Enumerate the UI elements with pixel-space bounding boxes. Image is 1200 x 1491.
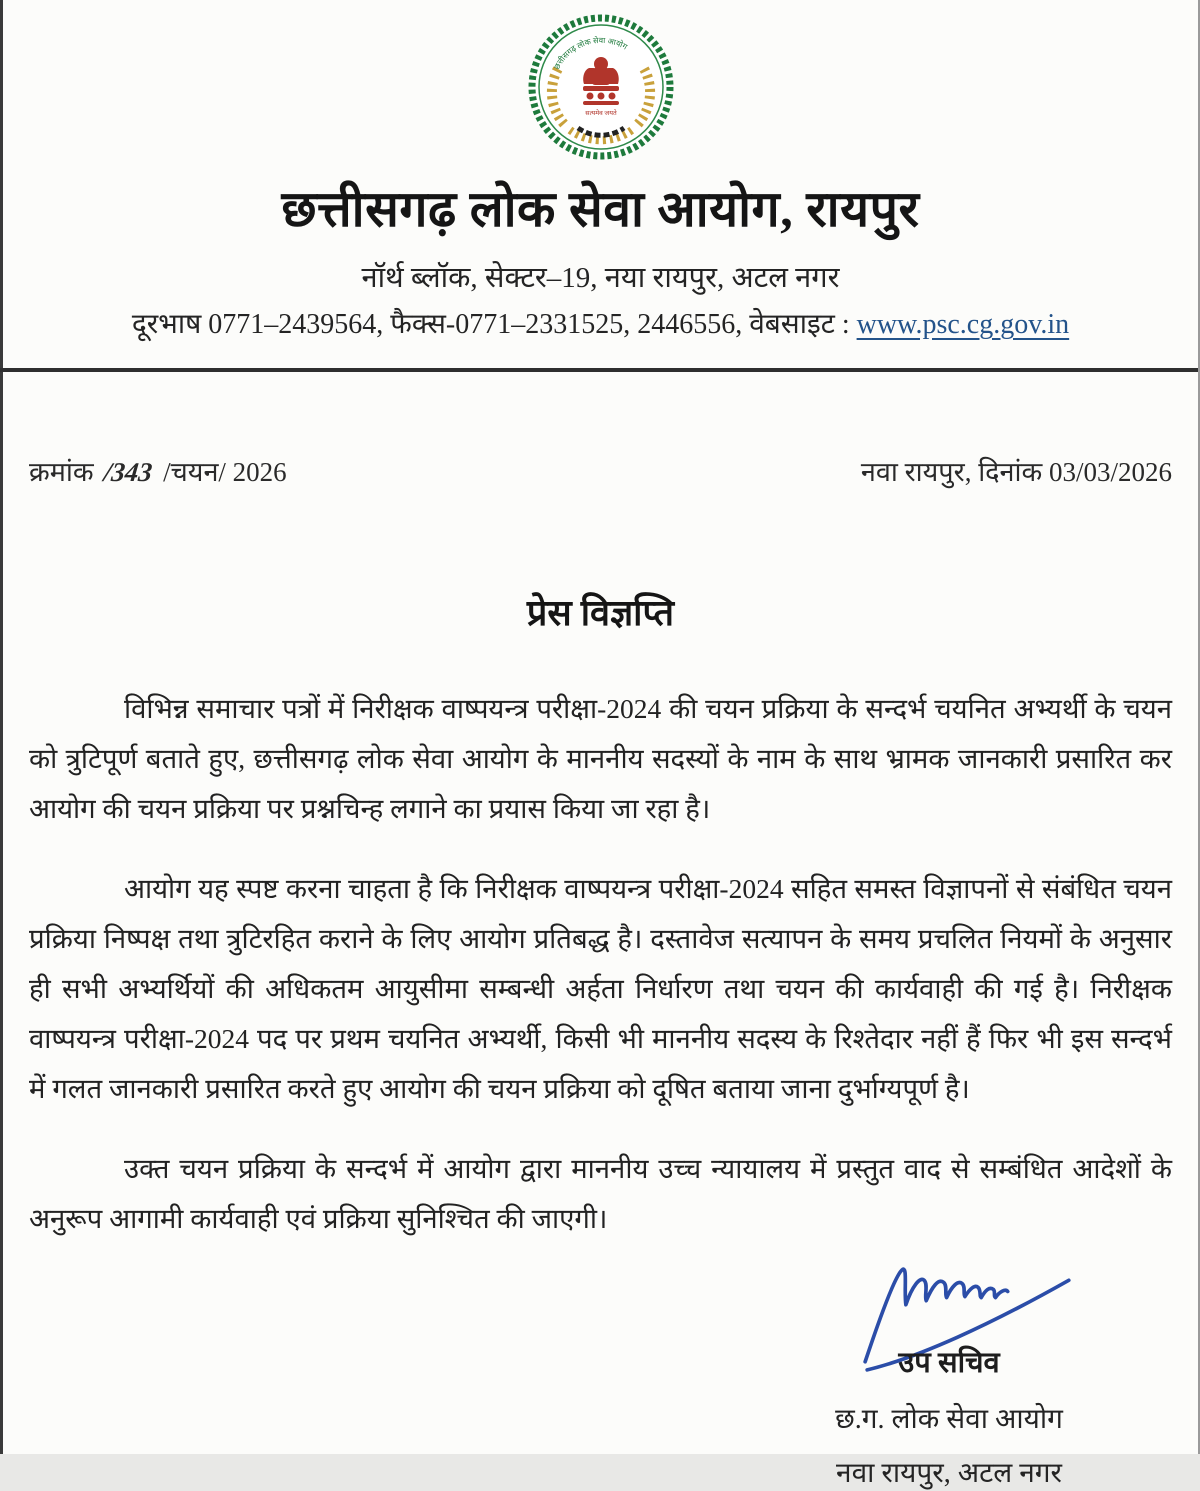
paragraph-3: उक्त चयन प्रक्रिया के सन्दर्भ में आयोग द्वारा माननीय उच्च न्यायालय में प्रस्तुत वाद से सम्बंधित आदेशों के अनुरूप आगामी कार्यवाही एवं प्रक्रिया सुनिश्चित की जाएगी। xyxy=(29,1153,1172,1235)
header-logo-wrap xyxy=(29,0,1172,167)
org-contact xyxy=(29,304,1172,342)
contact-text: दूरभाष 0771–2439564, फैक्स-0771–2331525, 2446556, वेबसाइट : xyxy=(131,309,857,340)
signatory-org: छ.ग. लोक सेवा आयोग xyxy=(835,1404,1063,1436)
signatory-designation: उप सचिव xyxy=(898,1347,1000,1380)
ref-number-handwritten: /343 xyxy=(102,457,155,487)
org-title: छत्तीसगढ़ लोक सेवा आयोग, रायपुर xyxy=(281,181,920,237)
paragraph-1: विभिन्न समाचार पत्रों में निरीक्षक वाष्पयन्त्र परीक्षा-2024 की चयन प्रक्रिया के सन्दर्भ चयनित अभ्यर्थी के चयन को त्रुटिपूर्ण बताते हुए, छत्तीसगढ़ लोक सेवा आयोग के माननीय सदस्यों के नाम के साथ भ्रामक जानकारी प्रसारित कर आयोग की चयन प्रक्रिया पर प्रश्नचिन्ह लगाने का प्रयास किया जा रहा है। xyxy=(29,693,1172,825)
signature-block xyxy=(784,1264,1114,1491)
paragraph-2: आयोग यह स्पष्ट करना चाहता है कि निरीक्षक वाष्पयन्त्र परीक्षा-2024 सहित समस्त विज्ञापनों से संबंधित चयन प्रक्रिया निष्पक्ष तथा त्रुटिरहित कराने के लिए आयोग प्रतिबद्ध है। दस्तावेज सत्यापन के समय प्रचलित नियमों के अनुसार ही सभी अभ्यर्थियों की अधिकतम आयुसीमा सम्बन्धी अर्हता निर्धारण तथा चयन की कार्यवाही की गई है। निरीक्षक वाष्पयन्त्र परीक्षा-2024 पद पर प्रथम चयनित अभ्यर्थी, किसी भी माननीय सदस्य के रिश्तेदार नहीं हैं फिर भी इस सन्दर्भ में गलत जानकारी प्रसारित करते हुए आयोग की चयन प्रक्रिया को दूषित बताया जाना दुर्भाग्यपूर्ण है। xyxy=(29,873,1172,1105)
emblem-arc-text: छत्तीसगढ़ लोक सेवा आयोग xyxy=(551,35,629,71)
meta-row xyxy=(29,452,1172,489)
body-text xyxy=(29,684,1172,1244)
website-link[interactable]: www.psc.cg.gov.in xyxy=(856,309,1070,340)
reference-number xyxy=(29,452,287,489)
header-divider xyxy=(0,368,1198,372)
ref-suffix: /चयन/ 2026 xyxy=(163,457,287,487)
press-release-heading: प्रेस विज्ञप्ति xyxy=(526,593,675,633)
cgpsc-emblem-icon xyxy=(526,12,676,162)
ref-label: क्रमांक xyxy=(29,457,94,487)
org-address: नॉर्थ ब्लॉक, सेक्टर–19, नया रायपुर, अटल नगर xyxy=(361,262,840,294)
signatory-place: नवा रायपुर, अटल नगर xyxy=(836,1458,1062,1490)
emblem-motto-text: सत्यमेव जयते xyxy=(584,110,617,117)
place-date: नवा रायपुर, दिनांक 03/03/2026 xyxy=(860,457,1172,487)
